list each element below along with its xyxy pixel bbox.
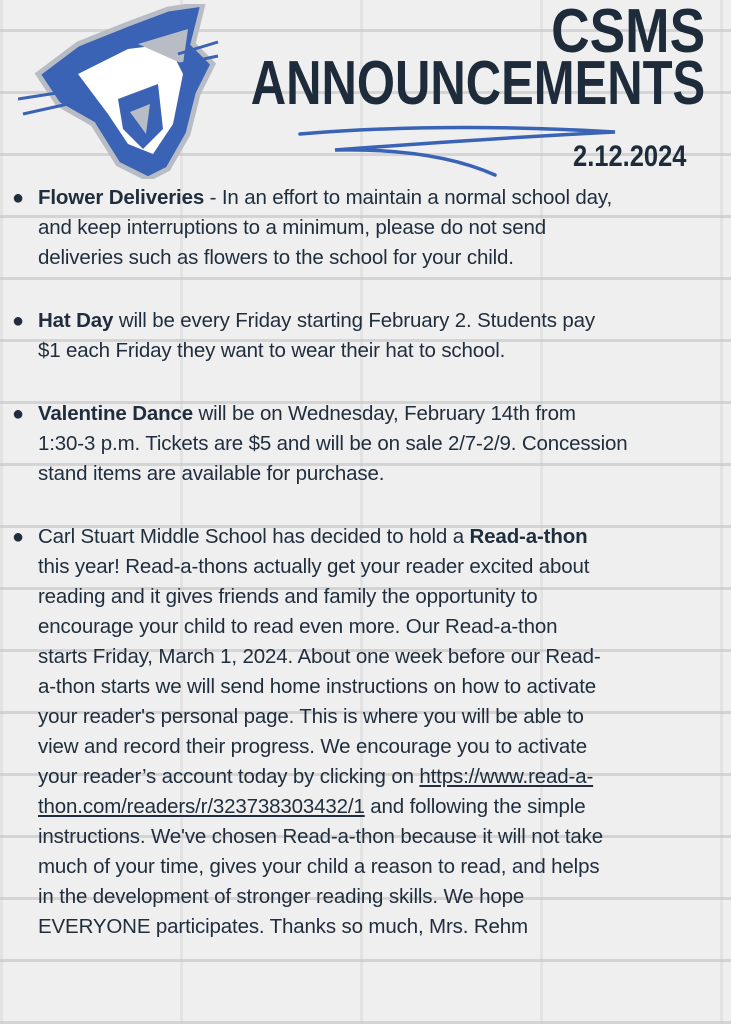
item-text: stand items are available for purchase. [38,462,385,485]
item-text: this year! Read-a-thons actually get your reader excited about [38,555,590,578]
announcement-date: 2.12.2024 [572,140,686,173]
item-heading: Hat Day [38,309,114,332]
item-text: encourage your child to read even more. Our Read-a-thon [38,615,558,638]
item-text: will be every Friday starting February 2. Students pay [113,309,595,332]
announcement-flower-deliveries [0,183,731,273]
item-text: - In an effort to maintain a normal school day, [204,186,613,209]
item-text: your reader’s account today by clicking on [38,765,420,788]
item-text: and keep interruptions to a minimum, please do not send [38,216,546,239]
item-text: reading and it gives friends and family the opportunity to [38,585,538,608]
item-text: deliveries such as flowers to the school for your child. [38,246,514,269]
item-text: view and record their progress. We encourage you to activate [38,735,587,758]
bullet-icon: ● [12,310,25,332]
title-announcements: ANNOUNCEMENTS [250,49,705,118]
read-a-thon-link-cont[interactable]: thon.com/readers/r/323738303432/1 [38,795,365,818]
item-heading: Valentine Dance [38,402,193,425]
bullet-icon: ● [12,403,25,425]
item-text: and following the simple [364,795,586,818]
item-text: starts Friday, March 1, 2024. About one week before our Read- [38,645,601,668]
bullet-icon: ● [12,187,25,209]
read-a-thon-link[interactable]: https://www.read-a- [419,765,594,788]
item-text: a-thon starts we will send home instructions on how to activate [38,675,596,698]
item-text: $1 each Friday they want to wear their hat to school. [38,339,506,362]
title-csms: CSMS [550,0,705,66]
item-text: your reader's personal page. This is where you will be able to [38,705,584,728]
announcement-list [0,183,731,975]
item-heading: Flower Deliveries [38,186,205,209]
announcement-hat-day [0,306,731,366]
item-heading: Read-a-thon [469,525,588,548]
item-text: EVERYONE participates. Thanks so much, Mrs. Rehm [38,915,528,938]
item-text: much of your time, gives your child a reason to read, and helps [38,855,600,878]
item-text: Carl Stuart Middle School has decided to hold a [38,525,470,548]
item-text: in the development of stronger reading skills. We hope [38,885,525,908]
item-text: instructions. We've chosen Read-a-thon because it will not take [38,825,603,848]
wildcat-logo-icon [18,4,223,179]
bullet-icon: ● [12,526,25,548]
announcement-read-a-thon [0,522,731,942]
item-text: will be on Wednesday, February 14th from [192,402,576,425]
item-text: 1:30-3 p.m. Tickets are $5 and will be on sale 2/7-2/9. Concession [38,432,628,455]
announcement-valentine-dance [0,399,731,489]
